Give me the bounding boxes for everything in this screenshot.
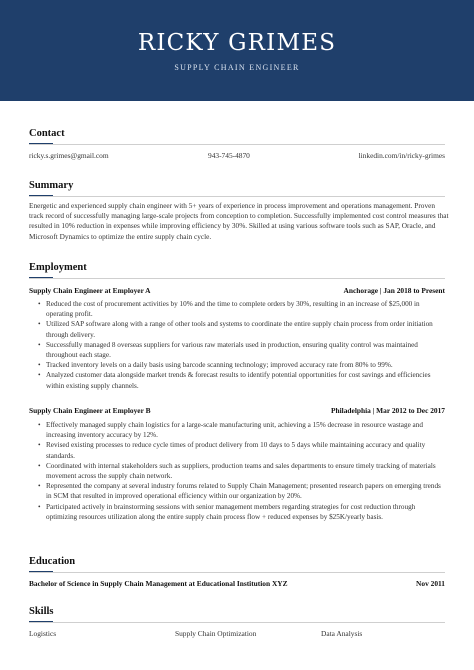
skill-item: Logistics [29, 629, 57, 638]
job-bullet-list [38, 420, 446, 522]
job-title: Supply Chain Engineer at Employer A [29, 286, 151, 295]
job-title: Supply Chain Engineer at Employer B [29, 406, 151, 415]
job-location-dates: Anchorage | Jan 2018 to Present [343, 286, 445, 295]
skills-heading [29, 606, 54, 617]
skills-divider [29, 622, 445, 623]
job-bullet: • Tracked inventory levels on a daily basis using barcode scanning technology; improved accuracy rate from 80% to 99%. [38, 360, 446, 370]
contact-linkedin[interactable]: linkedin.com/in/ricky-grimes [358, 151, 445, 160]
resume-header [0, 0, 474, 101]
job-bullet: • Represented the company at several industry forums related to Supply Chain Management; presented research papers on emerging trends in SCM that resulted in improved operational efficiency within our organization by 20%. [38, 481, 446, 501]
job-header [29, 286, 445, 295]
contact-heading [29, 128, 65, 139]
job-bullet: • Analyzed customer data alongside market trends & forecast results to identify potential opportunities for cost savings and efficiencies within existing supply channels. [38, 370, 446, 390]
employment-heading [29, 262, 87, 273]
job-bullet: • Revised existing processes to reduce cycle times of product delivery from 10 days to 5 days while maintaining accuracy and quality standards. [38, 440, 446, 460]
skill-item: Supply Chain Optimization [175, 629, 257, 638]
job-bullet: • Participated actively in brainstorming sessions with senior management members regarding strategies for cost reduction through optimizing resources utilization along the entire supply chain process flow + reduced expenses by $25K/yearly basis. [38, 502, 446, 522]
contact-divider [29, 144, 445, 145]
education-heading [29, 556, 75, 567]
education-date: Nov 2011 [416, 579, 445, 588]
job-location-dates: Philadelphia | Mar 2012 to Dec 2017 [331, 406, 445, 415]
skills-heading-label: Skills [29, 606, 54, 617]
job-bullet: • Successfully managed 8 overseas suppliers for various raw materials used in production, ensuring quality control was maintained throughout each stage. [38, 340, 446, 360]
employment-heading-label: Employment [29, 262, 87, 273]
candidate-title: SUPPLY CHAIN ENGINEER [174, 63, 300, 72]
job-bullet-list [38, 299, 446, 391]
skill-item: Data Analysis [321, 629, 363, 638]
education-divider [29, 572, 445, 573]
contact-heading-label: Contact [29, 128, 65, 139]
education-entry [29, 579, 445, 588]
education-degree: Bachelor of Science in Supply Chain Management at Educational Institution XYZ [29, 579, 288, 588]
job-bullet: • Coordinated with internal stakeholders such as suppliers, production teams and sales departments to ensure timely tracking of materials movement across the supply chain network. [38, 461, 446, 481]
education-heading-label: Education [29, 556, 76, 567]
contact-email[interactable]: ricky.s.grimes@gmail.com [29, 151, 109, 160]
job-bullet: • Effectively managed supply chain logistics for a large-scale manufacturing unit, achieving a 15% decrease in resource wastage and increasing inventory accuracy by 12%. [38, 420, 446, 440]
job-bullet: • Utilized SAP software along with a range of other tools and systems to coordinate the entire supply chain process from order initiation through delivery. [38, 319, 446, 339]
employment-divider [29, 278, 445, 279]
candidate-name: RICKY GRIMES [137, 30, 337, 56]
summary-divider [29, 196, 445, 197]
summary-heading [29, 180, 73, 191]
job-bullet: • Reduced the cost of procurement activities by 10% and the time to complete orders by 30%, resulting in an increase of $25,000 in operating profit. [38, 299, 446, 319]
job-header [29, 406, 445, 415]
contact-phone[interactable]: 943-745-4870 [208, 151, 250, 160]
summary-text: Energetic and experienced supply chain engineer with 5+ years of experience in process improvement and operations management. Proven track record of successfully managing large-scale projects from conception to completion. Successfully implemented cost control measures that resulted in 10% reduction in expenses while improving efficiency by 30%. Skilled at using various software tools such as SAP, Oracle, and Microsoft Dynamics to optimize the entire supply chain cycle. [29, 201, 449, 241]
summary-heading-label: Summary [29, 180, 74, 191]
